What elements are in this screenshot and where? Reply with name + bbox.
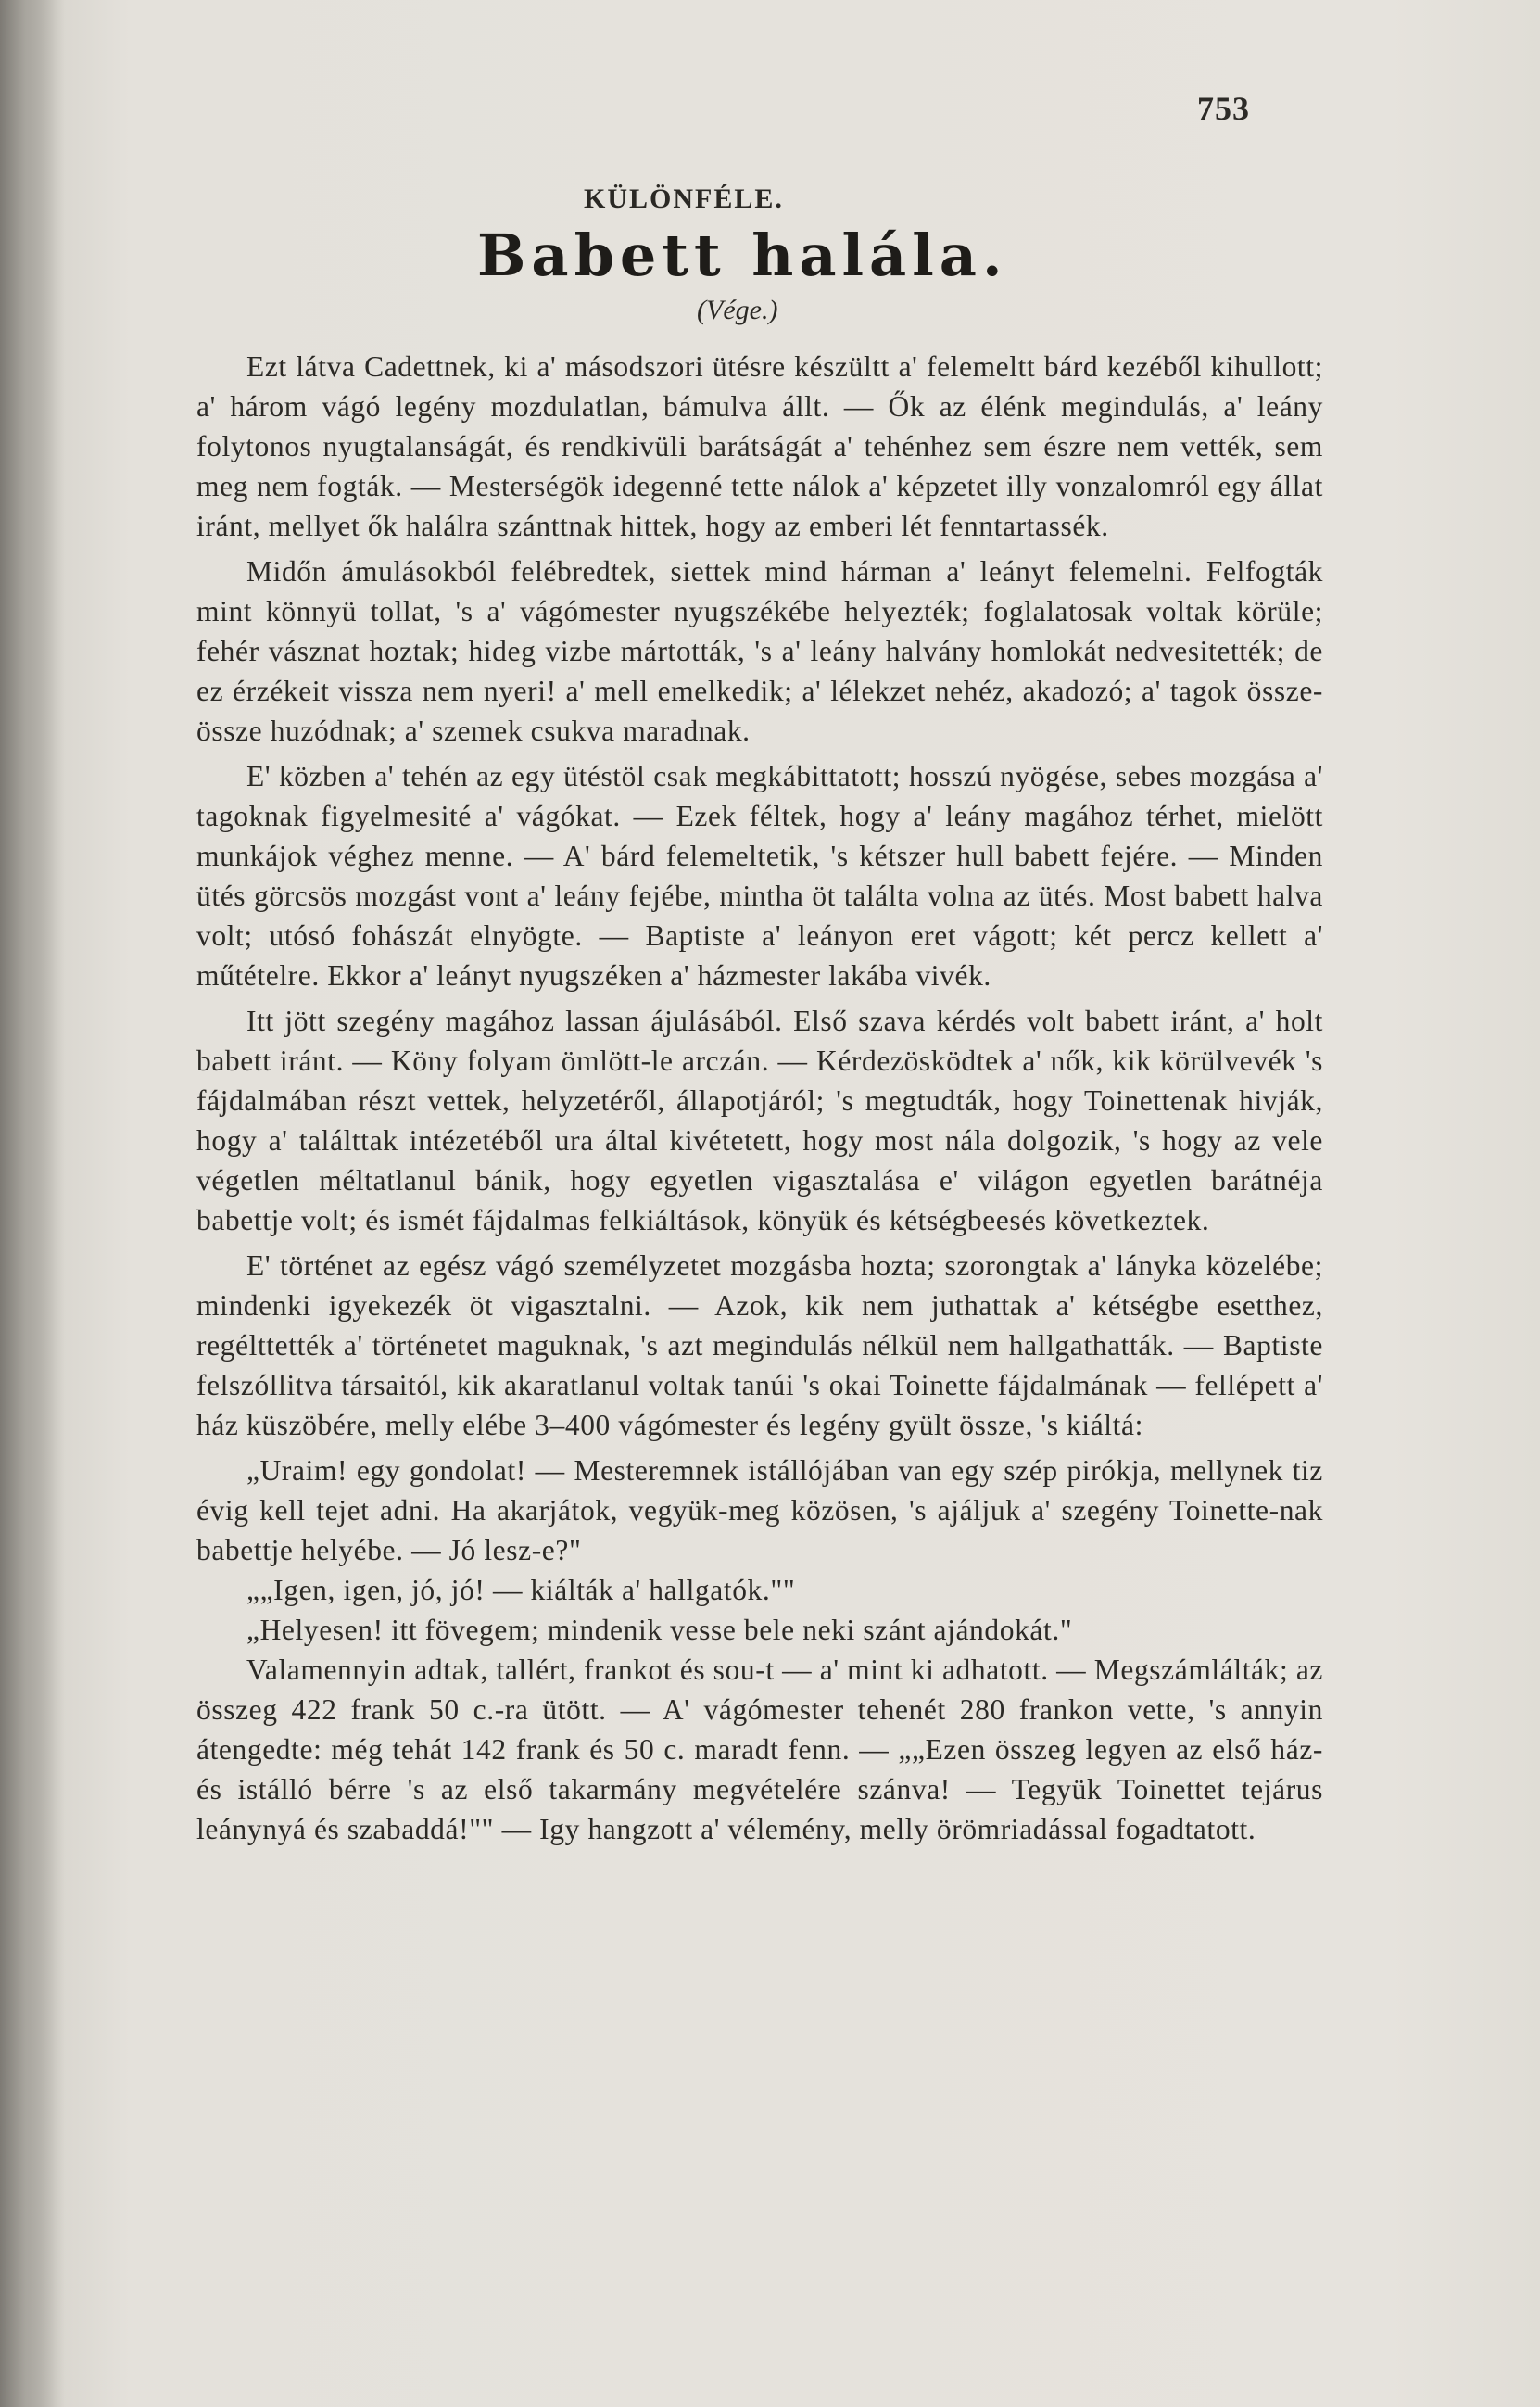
article-subtitle: (Vége.)	[697, 295, 778, 325]
quote-line: „„Igen, igen, jó, jó! — kiálták a' hallgatók.""	[246, 1574, 796, 1606]
section-heading: KÜLÖNFÉLE.	[584, 184, 784, 214]
paragraph: E' közben a' tehén az egy ütéstöl csak megkábittatott; hosszú nyögése, sebes mozgása a' tagoknak figyelmesité a' vágókat. — Ezek féltek, hogy a' leány magához térhet, mielött munkájok véghez menne. — A' bárd felemeltetik, 's kétszer hull babett fejére. — Minden ütés görcsös mozgást vont a' leány fejébe, mintha öt találta volna az ütés. Most babett halva volt; utósó fohászát elnyögte. — Baptiste a' leányon eret vágott; két percz kellett a' műtételre. Ekkor a' leányt nyugszéken a' házmester lakába vivék.	[196, 760, 1323, 992]
quote-line: „Uraim! egy gondolat! — Mesteremnek istállójában van egy szép pirókja, mellynek tiz évig kell tejet adni. Ha akarjátok, vegyük-meg közösen, 's ajáljuk a' szegény Toinette-nak babettje helyébe. — Jó lesz-e?"	[196, 1454, 1323, 1566]
paragraph: E' történet az egész vágó személyzetet mozgásba hozta; szorongtak a' lányka közelébe; mindenki igyekezék öt vigasztalni. — Azok, kik nem juthattak a' kétségbe esetthez, regélttették a' történetet maguknak, 's azt megindulás nélkül nem hallgathatták. — Baptiste felszóllitva társaitól, kik akaratlanul voltak tanúi 's okai Toinette fájdalmának — fellépett a' ház küszöbére, melly elébe 3–400 vágómester és legény gyült össze, 's kiáltá:	[196, 1249, 1323, 1441]
article-title: Babett halála.	[477, 222, 1008, 289]
quote-line: „Helyesen! itt fövegem; mindenik vesse bele neki szánt ajándokát."	[246, 1614, 1073, 1646]
paragraph: Ezt látva Cadettnek, ki a' másodszori ütésre készültt a' felemeltt bárd kezéből kihullott; a' három vágó legény mozdulatlan, bámulva állt. — Ők az élénk megindulás, a' leány folytonos nyugtalanságát, és rendkivüli barátságát a' tehénhez sem észre nem vették, sem meg nem fogták. — Mesterségök idegenné tette nálok a' képzetet illy vonzalomról egy állat iránt, mellyet ők halálra szánttnak hittek, hogy az emberi lét fenntartassék.	[196, 350, 1323, 542]
paragraph: Itt jött szegény magához lassan ájulásából. Első szava kérdés volt babett iránt, a' holt babett iránt. — Köny folyam ömlött-le arczán. — Kérdezösködtek a' nők, kik körülvevék 's fájdalmában részt vettek, helyzetéről, állapotjáról; 's megtudták, hogy Toinettenak hivják, hogy a' találttak intézetéből ura által kivétetett, hogy most nála dolgozik, 's hogy az vele végetlen méltatlanul bánik, hogy egyetlen vigasztalása e' világon egyetlen barátnéja babettje volt; és ismét fájdalmas felkiáltások, könyük és kétségbeesés következtek.	[196, 1005, 1323, 1236]
page-number: 753	[1197, 90, 1250, 127]
article-body	[196, 347, 1323, 1855]
paragraph: Valamennyin adtak, tallért, frankot és sou-t — a' mint ki adhatott. — Megszámlálták; az összeg 422 frank 50 c.-ra ütött. — A' vágómester tehenét 280 frankon vette, 's annyin átengedte: még tehát 142 frank és 50 c. maradt fenn. — „„Ezen összeg legyen az első ház- és istálló bérre 's az első takarmány megvételére szánva! — Tegyük Toinettet tejárus leánynyá és szabaddá!"" — Igy hangzott a' vélemény, melly örömriadással fogadtatott.	[196, 1653, 1323, 1845]
paragraph: Midőn ámulásokból felébredtek, siettek mind hárman a' leányt felemelni. Felfogták mint könnyü tollat, 's a' vágómester nyugszékébe helyezték; foglalatosak voltak körüle; fehér vásznat hoztak; hideg vizbe mártották, 's a' leány halvány homlokát nedvesitették; de ez érzékeit vissza nem nyeri! a' mell emelkedik; a' lélekzet nehéz, akadozó; a' tagok össze-össze huzódnak; a' szemek csukva maradnak.	[196, 555, 1323, 747]
page-gutter-shadow	[0, 0, 65, 2407]
